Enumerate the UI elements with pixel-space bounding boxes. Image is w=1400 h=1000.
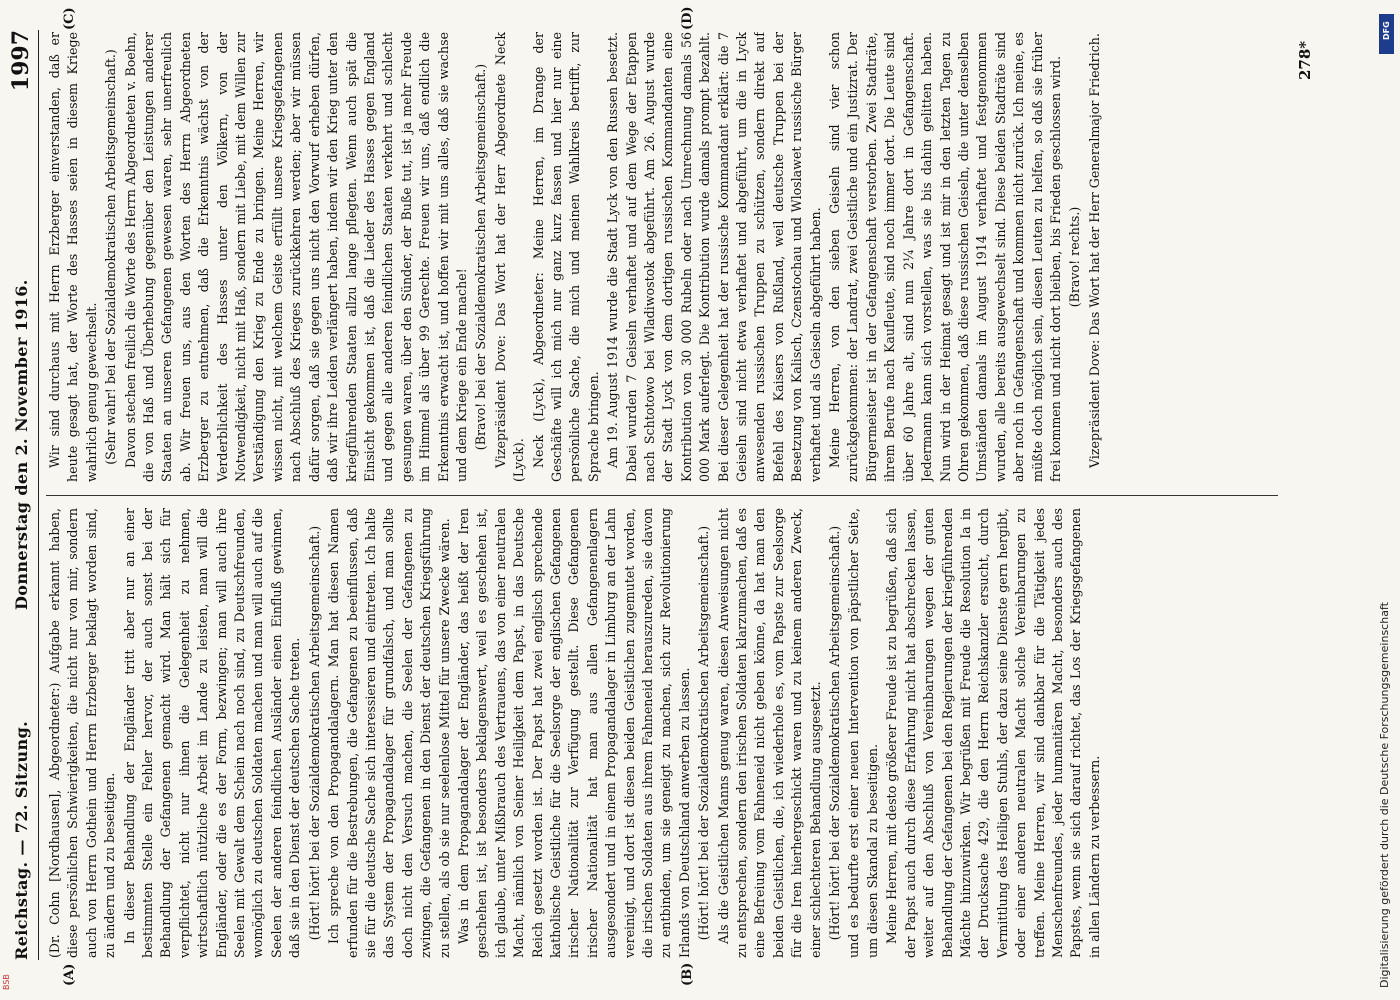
library-stamp	[2, 960, 16, 996]
page-number: 1997	[8, 30, 34, 92]
interjection: (Bravo! rechts.)	[1067, 206, 1083, 308]
paragraph: Ich spreche von den Propagandalagern. Man hat diesen Namen erfunden für die Bestrebungen, die Gefangenen zu beeinflussen, daß sie für die deutsche Sache sich interessieren und eintreten. Ich halte das System der Propagandalager für grundfalsch, und man sollte doch nicht den Versuch machen, die Seelen der Gefangenen zu zwingen, die Gefangenen in den Dienst der deutschen Kriegsführung zu stellen, als ob sie nur seelenlose Mittel für unsere Zwecke wären.	[326, 508, 452, 958]
page-header	[8, 30, 39, 960]
footer-signature-number: 278*	[1296, 40, 1314, 80]
paragraph: Meine Herren, mit desto größerer Freude ist zu begrüßen, daß sich der Papst auch durch diese Erfahrung nicht hat abschrecken lassen, weiter auf den Abschluß von Vereinbarungen wegen der guten Behandlung der Gefangenen bei den Regierungen der kriegführenden Mächte hinzuwirken. Wir begrüßen mit Freude die Resolution Ia in der Drucksache 429, die den Herrn Reichskanzler ersucht, durch Vermittlung des Heiligen Stuhls, der dazu seine Dienste gern hergibt, oder einer anderen neutralen Macht solche Vereinbarungen zu treffen. Meine Herren, wir sind dankbar für die Tätigkeit jedes Menschenfreundes, jeder humanitären Macht, besonders auch des Papstes, wenn sie sich darauf richtet, das Los der Kriegsgefangenen in allen Ländern zu verbessern.	[884, 508, 1102, 958]
paragraph: Davon stechen freilich die Worte des Herrn Abgeordneten v. Boehn, die von Haß und Überhebung gegenüber den Leistungen anderer Staaten an unseren Gefangenen gewesen waren, sehr unerfreulich ab. Wir freuen uns, aus den Worten des Herrn Abgeordneten Erzberger zu entnehmen, daß die Erkenntnis wächst von der Verderblichkeit des Hasses unter den Völkern, von der Notwendigkeit, nicht mit Haß, sondern mit Liebe, mit dem Willen zur Verständigung den Krieg zu Ende zu bringen. Meine Herren, wir wissen nicht, mit welchem Geiste erfüllt unsere Kriegsgefangenen nach Abschluß des Krieges zurückkehren werden; aber wir müssen dafür sorgen, daß sie gegen uns nicht den Vorwurf erheben dürfen, daß wir ihre Leiden verlängert haben, indem wir den Krieg unter den kriegführenden Staaten allzu lange pflegten. Wenn auch spät die Einsicht gekommen ist, daß die Lieder des Hasses gegen England und gegen alle anderen feindlichen Staaten verkehrt und schlecht gesungen waren, über den Sünder, der Buße tut, ist ja mehr Freude im Himmel als über 99 Gerechte. Freuen wir uns, daß endlich die Erkenntnis erwacht ist, und hoffen wir mit uns alles, daß sie wachse und dem Kriege ein Ende mache!	[122, 32, 469, 482]
header-session: Reichstag. — 72. Sitzung.	[12, 720, 31, 960]
column-divider	[46, 495, 1278, 496]
paragraph: Meine Herren, von den sieben Geiseln sind vier schon zurückgekommen: der Landrat, zwei Geistliche und ein Justizrat. Der Bürgermeister ist in der Gefangenschaft verstorben. Zwei Stadträte, ihrem Berufe nach Kaufleute, sind noch immer dort. Die Leute sind über 60 Jahre alt, sind nun 2¼ Jahre dort in Gefangenschaft. Jedermann kann sich vorstellen, was sie bis dahin gelitten haben. Nun wird in der Heimat gesagt und ist mir in den letzten Tagen zu Ohren gekommen, daß diese russischen Geiseln, die unter denselben Umständen damals im August 1914 verhaftet und festgenommen wurden, alle bereits ausgewechselt sind. Diese beiden Stadträte sind aber noch in Gefangenschaft und kommen nicht zurück. Ich meine, es müßte doch möglich sein, diesen Leuten zu helfen, so daß sie früher frei kommen und nicht dort bleiben, bis Frieden geschlossen wird.	[827, 32, 1063, 482]
funding-note-text: Digitalisierung gefördert durch die Deutsche Forschungsgemeinschaft	[1378, 602, 1391, 988]
dfg-logo-icon: DFG	[1379, 14, 1394, 54]
right-column	[46, 32, 1286, 482]
paragraph: Wir sind durchaus mit Herrn Erzberger einverstanden, daß er heute gesagt hat, der Worte des Hasses seien in diesem Kriege wahrlich genug gewechselt.	[47, 32, 99, 482]
paragraph: Was in dem Propagandalager der Engländer, das heißt der Iren geschehen ist, ist besonders beklagenswert, weil es geschehen ist, ich glaube, unter Mißbrauch des Vertrauens, das von einer neutralen Macht, nämlich von Seiner Heiligkeit dem Papst, in das Deutsche Reich gesetzt worden ist. Der Papst hat zwei englisch sprechende katholische Geistliche für die Seelsorge der englischen Gefangenen irischer Nationalität zur Verfügung gestellt. Diese Gefangenen irischer Nationalität hat man aus allen Gefangenenlagern ausgesondert und in einem Propagandalager in Limburg an der Lahn vereinigt, und dort ist diesen beiden Geistlichen zugemutet worden, die irischen Soldaten aus ihrem Fahneneid herauszureden, sie davon zu entbinden, um sie geneigt zu machen, sich zur Revolutionierung Irlands von Deutschland anwerben zu lassen.	[455, 508, 692, 958]
paragraph: und es bedurfte erst einer neuen Intervention von päpstlicher Seite, um diesen Skandal zu beseitigen.	[846, 508, 880, 958]
paragraph: Als die Geistlichen Manns genug waren, diesen Anweisungen nicht zu entsprechen, sondern den irischen Soldaten klarzumachen, daß es eine Befreiung vom Fahneneid nicht geben könne, da hat man den beiden Geistlichen, die, ich wiederhole es, vom Papste zur Seelsorge für die Iren hierhergeschickt waren und zu keinem anderen Zweck, einer schlechteren Behandlung ausgesetzt.	[715, 508, 823, 958]
speaker-paragraph: Vizepräsident Dove: Das Wort hat der Herr Abgeordnete Neck (Lyck).	[492, 32, 527, 482]
interjection: (Bravo! bei der Sozialdemokratischen Arbeitsgemeinschaft.)	[473, 63, 489, 451]
speaker-paragraph: Vizepräsident Dove: Das Wort hat der Herr Generalmajor Friedrich.	[1086, 33, 1102, 468]
interjection: (Sehr wahr! bei der Sozialdemokratischen Arbeitsgemeinschaft.)	[103, 49, 119, 465]
margin-letter-b: (B)	[680, 962, 695, 986]
paragraph: (Dr. Cohn [Nordhausen], Abgeordneter:) Aufgabe erkannt haben, diese persönlichen Schwierigkeiten, die nicht nur von mir, sondern auch von Herrn Gothein und Herrn Erzberger beklagt worden sind, zu ändern und zu beseitigen.	[47, 508, 118, 958]
margin-letter-a: (A)	[62, 963, 77, 986]
paragraph: In dieser Behandlung der Engländer tritt aber nur an einer bestimmten Stelle ein Fehler hervor, der auch sonst bei der Behandlung der Gefangenen gemacht wird. Man hält sich für verpflichtet, nicht nur ihnen die Gelegenheit zu nehmen, wirtschaftlich nützliche Arbeit im Lande zu leisten, man will die Engländer, oder die es der Form, bezwingen; man will auch ihre Seelen mit Gewalt dem Schein nach noch sind, zu Deutschfreunden, womöglich zu deutschen Soldaten machen und man will auch auf die Seelen der anderen feindlichen Ausländer einen Einfluß gewinnen, daß sie in den Dienst der deutschen Sache treten.	[121, 508, 303, 958]
header-date: Donnerstag den 2. November 1916.	[12, 279, 31, 610]
interjection: (Hört! hört! bei der Sozialdemokratischen Arbeitsgemeinschaft.)	[306, 525, 322, 941]
paragraph: Am 19. August 1914 wurde die Stadt Lyck von den Russen besetzt. Dabei wurden 7 Geiseln verhaftet und auf dem Wege der Etappen nach Schtotowo bei Wladiwostok abgeführt. Am 26. August wurde der Stadt Lyck von dem dortigen russischen Kommandanten eine Kontribution von 30 000 Rubeln oder nach Umrechnung damals 56 000 Mark auferlegt. Die Kontribution wurde damals prompt bezahlt. Bei dieser Gelegenheit hat der russische Kommandant erklärt: die 7 Geiseln sind nicht etwa verhaftet und abgeführt, um die in Lyck anwesenden russischen Truppen zu schützen, sondern direkt auf Befehl des Kaisers von Rußland, weil deutsche Truppen bei der Besetzung von Kalisch, Czenstochau und Wloslawet russische Bürger verhaftet und als Geiseln abgeführt haben.	[605, 32, 823, 482]
interjection: (Hört! hört! bei der Sozialdemokratischen Arbeitsgemeinschaft.)	[696, 525, 712, 941]
margin-letter-c: (C)	[62, 7, 77, 30]
library-stamp-text: BSB	[2, 974, 11, 990]
margin-letter-d: (D)	[680, 6, 695, 30]
speaker-paragraph: Neck (Lyck), Abgeordneter: Meine Herren, im Drange der Geschäfte will ich mich nur ganz kurz fassen und hier nur eine persönliche Sache, die mich und meinen Wahlkreis betrifft, zur Sprache bringen.	[530, 32, 601, 482]
funding-note	[1378, 12, 1396, 988]
left-column	[46, 508, 1286, 958]
interjection: (Hört! hört! bei der Sozialdemokratischen Arbeitsgemeinschaft.)	[827, 525, 843, 941]
